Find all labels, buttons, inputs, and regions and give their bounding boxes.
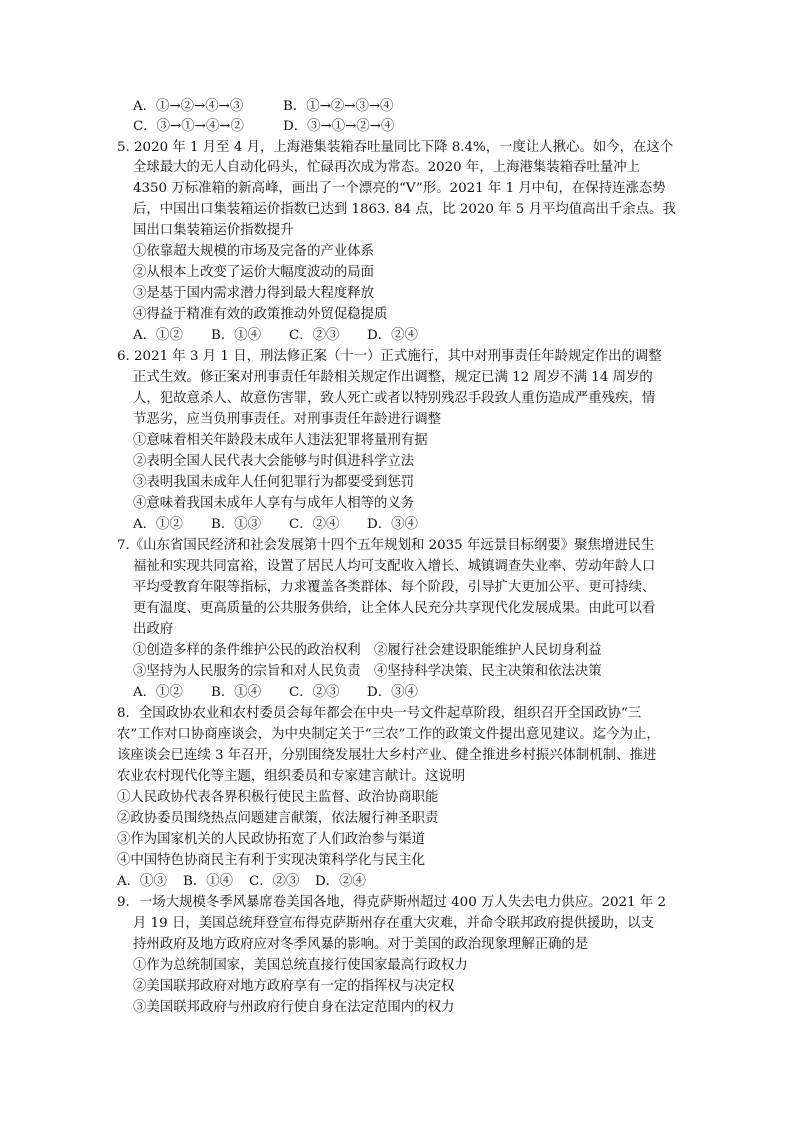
q4-options-row1 (133, 97, 393, 117)
q6-option-d: D．③④ (367, 517, 418, 532)
q8-stem-line: 8．全国政协农业和农村委员会每年都会在中央一号文件起草阶段，组织召开全国政协“三 (117, 706, 642, 721)
q7-option-b: B．①④ (211, 685, 262, 700)
q7-stem-line: 更有温度、更高质量的公共服务供给，让全体人民充分共享现代化发展成果。由此可以看 (133, 601, 656, 616)
q7-option-c: C．②③ (289, 685, 340, 700)
q5-option-d: D．②④ (367, 328, 418, 343)
q5-stem-line: 4350 万标准箱的新高峰，画出了一个漂亮的“V”形。2021 年 1 月中旬，在保持连涨态势 (133, 181, 666, 196)
q7-option-a: A．①② (133, 685, 183, 700)
q5-item: ②从根本上改变了运价大幅度波动的局面 (133, 265, 375, 280)
q7-options (133, 683, 418, 703)
q7-item: ③坚持为人民服务的宗旨和对人民负责 ④坚持科学决策、民主决策和依法决策 (133, 664, 602, 679)
q6-item: ④意味着我国未成年人享有与成年人相等的义务 (133, 496, 415, 511)
q8-option-c: C．②③ (249, 874, 300, 889)
q7-option-d: D．③④ (367, 685, 418, 700)
q5-option-b: B．①④ (211, 328, 262, 343)
q8-item: ④中国特色协商民主有利于实现决策科学化与民主化 (117, 853, 425, 868)
q4-options-row2 (133, 117, 394, 137)
q9-item: ③美国联邦政府与州政府行使自身在法定范围内的权力 (133, 1000, 455, 1015)
q8-options (117, 872, 366, 892)
q8-stem-line: 该座谈会已连续 3 年召开，分别围绕发展壮大乡村产业、健全推进乡村振兴体制机制、推进 (117, 748, 657, 763)
q8-option-a: A．①③ (117, 874, 167, 889)
q8-item: ③作为国家机关的人民政协拓宽了人们政治参与渠道 (117, 832, 425, 847)
q9-stem-line: 9．一场大规模冬季风暴席卷美国各地，得克萨斯州超过 400 万人失去电力供应。2021 年 2 (117, 895, 666, 910)
q9-item: ②美国联邦政府对地方政府享有一定的指挥权与决定权 (133, 979, 455, 994)
q9-stem-line: 持州政府及地方政府应对冬季风暴的影响。对于美国的政治现象理解正确的是 (133, 937, 589, 952)
q6-option-a: A．①② (133, 517, 183, 532)
q6-options (133, 515, 418, 535)
q9-stem-line: 月 19 日，美国总统拜登宣布得克萨斯州存在重大灾难，并命令联邦政府提供援助，以支 (133, 916, 655, 931)
q4-option-d: D．③→①→②→④ (283, 119, 395, 134)
q6-option-b: B．①③ (211, 517, 262, 532)
q8-stem-line: 农业农村现代化等主题，组织委员和专家建言献计。这说明 (117, 769, 466, 784)
q5-item: ③是基于国内需求潜力得到最大程度释放 (133, 286, 375, 301)
q4-option-a: A．①→②→④→③ (133, 99, 244, 114)
q6-stem-line: 6. 2021 年 3 月 1 日，刑法修正案（十一）正式施行，其中对刑事责任年龄规定作出的调整 (117, 349, 662, 364)
q6-item: ②表明全国人民代表大会能够与时俱进科学立法 (133, 454, 415, 469)
q5-options (133, 326, 418, 346)
q5-option-a: A．①② (133, 328, 183, 343)
q5-item: ④得益于精准有效的政策推动外贸促稳提质 (133, 307, 388, 322)
q6-stem-line: 节恶劣，应当负刑事责任。对刑事责任年龄进行调整 (133, 412, 441, 427)
q6-item: ③表明我国未成年人任何犯罪行为都要受到惩罚 (133, 475, 415, 490)
q7-item: ①创造多样的条件维护公民的政治权利 ②履行社会建设职能维护人民切身利益 (133, 643, 602, 658)
q6-stem-line: 人，犯故意杀人、故意伤害罪，致人死亡或者以特别残忍手段致人重伤造成严重残疾，情 (133, 391, 656, 406)
q5-stem-line: 5. 2020 年 1 月至 4 月，上海港集装箱吞吐量同比下降 8.4%，一度让人揪心。如今，在这个 (117, 140, 674, 155)
q7-stem-line: 平均受教育年限等指标，力求覆盖各类群体、每个阶段，引导扩大更加公平、更可持续、 (133, 580, 656, 595)
q6-stem-line: 正式生效。修正案对刑事责任年龄相关规定作出调整，规定已满 12 周岁不满 14 周岁的 (133, 370, 653, 385)
q8-option-d: D．②④ (315, 874, 366, 889)
q6-item: ①意味着相关年龄段未成年人违法犯罪将量刑有据 (133, 433, 428, 448)
q8-option-b: B．①④ (183, 874, 234, 889)
q5-stem-line: 全球最大的无人自动化码头，忙碌再次成为常态。2020 年，上海港集装箱吞吐量冲上 (133, 160, 641, 175)
q4-option-b: B．①→②→③→④ (283, 99, 394, 114)
q8-item: ②政协委员围绕热点问题建言献策，依法履行神圣职责 (117, 811, 439, 826)
q5-option-c: C．②③ (289, 328, 340, 343)
q7-stem-line: 福祉和实现共同富裕，设置了居民人均可支配收入增长、城镇调查失业率、劳动年龄人口 (133, 559, 656, 574)
q5-item: ①依靠超大规模的市场及完备的产业体系 (133, 244, 375, 259)
q7-stem-line: 出政府 (133, 622, 174, 637)
q8-item: ①人民政协代表各界积极行使民主监督、政治协商职能 (117, 790, 439, 805)
q5-stem-line: 后，中国出口集装箱运价指数已达到 1863. 84 点，比 2020 年 5 月平均值高出千余点。我 (133, 202, 676, 217)
q9-item: ①作为总统制国家，美国总统直接行使国家最高行政权力 (133, 958, 468, 973)
q4-option-c: C．③→①→④→② (133, 119, 244, 134)
q7-stem-line: 7.《山东省国民经济和社会发展第十四个五年规划和 2035 年远景目标纲要》聚焦增进民生 (117, 538, 655, 553)
q8-stem-line: 农”工作对口协商座谈会，为中央制定关于“三农”工作的政策文件提出意见建议。迄今为止， (117, 727, 660, 742)
q5-stem-line: 国出口集装箱运价指数提升 (133, 223, 294, 238)
q6-option-c: C．②④ (289, 517, 340, 532)
